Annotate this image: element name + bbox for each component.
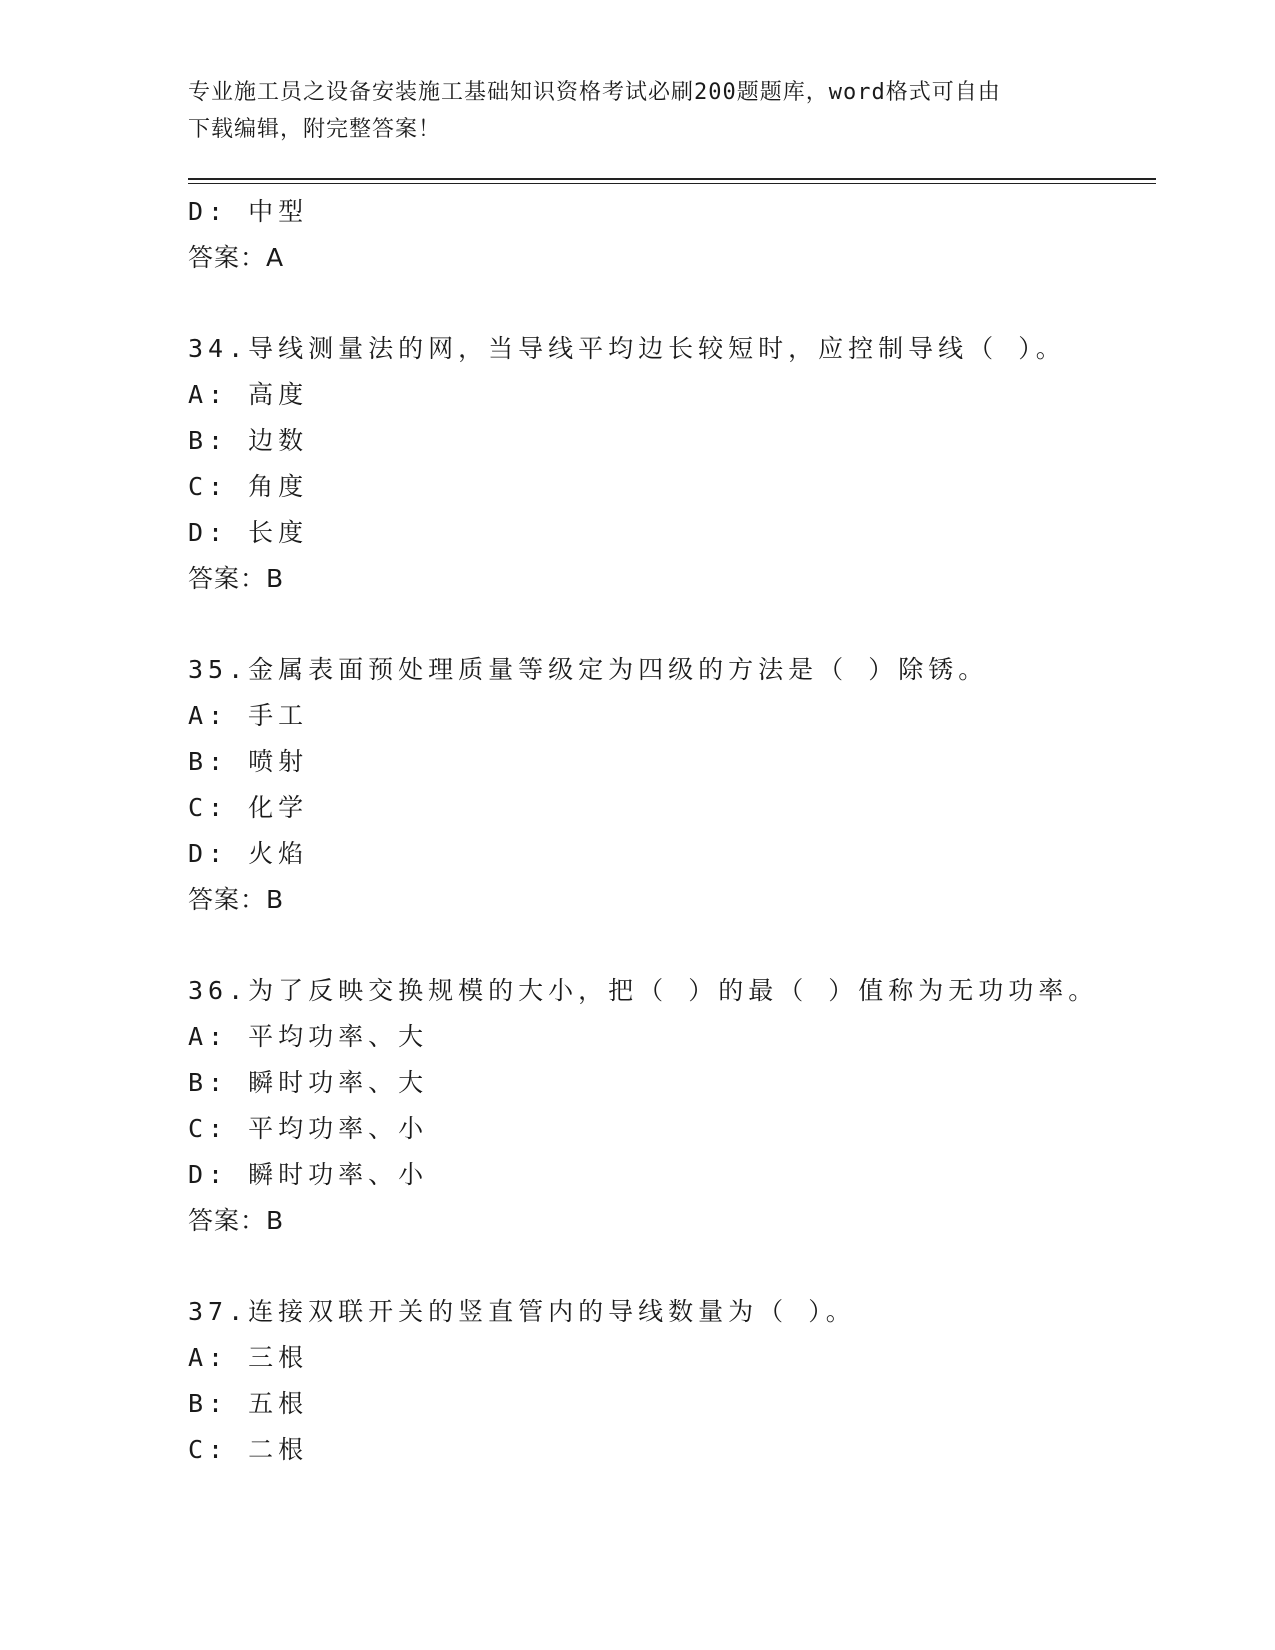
question-stem: 36.为了反映交换规模的大小，把（ ）的最（ ）值称为无功功率。 — [188, 976, 1099, 1005]
option-a: A: 高度 — [188, 380, 309, 409]
option-d: D: 中型 — [188, 197, 309, 226]
question-35 — [188, 647, 1156, 923]
option-d: D: 火焰 — [188, 839, 309, 868]
option-b: B: 边数 — [188, 426, 309, 455]
option-b: B: 瞬时功率、大 — [188, 1068, 429, 1097]
question-37 — [188, 1289, 1156, 1473]
header-line-1: 专业施工员之设备安装施工基础知识资格考试必刷200题题库，word格式可自由 — [188, 80, 1001, 105]
question-36 — [188, 968, 1156, 1244]
option-d: D: 长度 — [188, 518, 309, 547]
header-line-2: 下载编辑，附完整答案！ — [188, 117, 442, 142]
option-a: A: 平均功率、大 — [188, 1022, 429, 1051]
question-stem: 35.金属表面预处理质量等级定为四级的方法是（ ）除锈。 — [188, 655, 989, 684]
option-d: D: 瞬时功率、小 — [188, 1160, 429, 1189]
answer-line: 答案：B — [188, 1206, 285, 1235]
option-b: B: 五根 — [188, 1389, 309, 1418]
option-a: A: 三根 — [188, 1343, 309, 1372]
option-b: B: 喷射 — [188, 747, 309, 776]
option-c: C: 平均功率、小 — [188, 1114, 429, 1143]
answer-line: 答案：A — [188, 243, 285, 272]
question-fragment-33 — [188, 189, 1156, 281]
question-list — [188, 189, 1156, 1473]
question-stem: 34.导线测量法的网，当导线平均边长较短时，应控制导线（ ）。 — [188, 334, 1066, 363]
option-c: C: 化学 — [188, 793, 309, 822]
option-c: C: 角度 — [188, 472, 309, 501]
option-a: A: 手工 — [188, 701, 309, 730]
answer-line: 答案：B — [188, 885, 285, 914]
document-header — [188, 74, 1068, 148]
option-c: C: 二根 — [188, 1435, 309, 1464]
question-stem: 37.连接双联开关的竖直管内的导线数量为（ ）。 — [188, 1297, 856, 1326]
answer-line: 答案：B — [188, 564, 285, 593]
header-rule-thin — [188, 183, 1156, 184]
question-34 — [188, 326, 1156, 602]
header-rule-thick — [188, 178, 1156, 180]
